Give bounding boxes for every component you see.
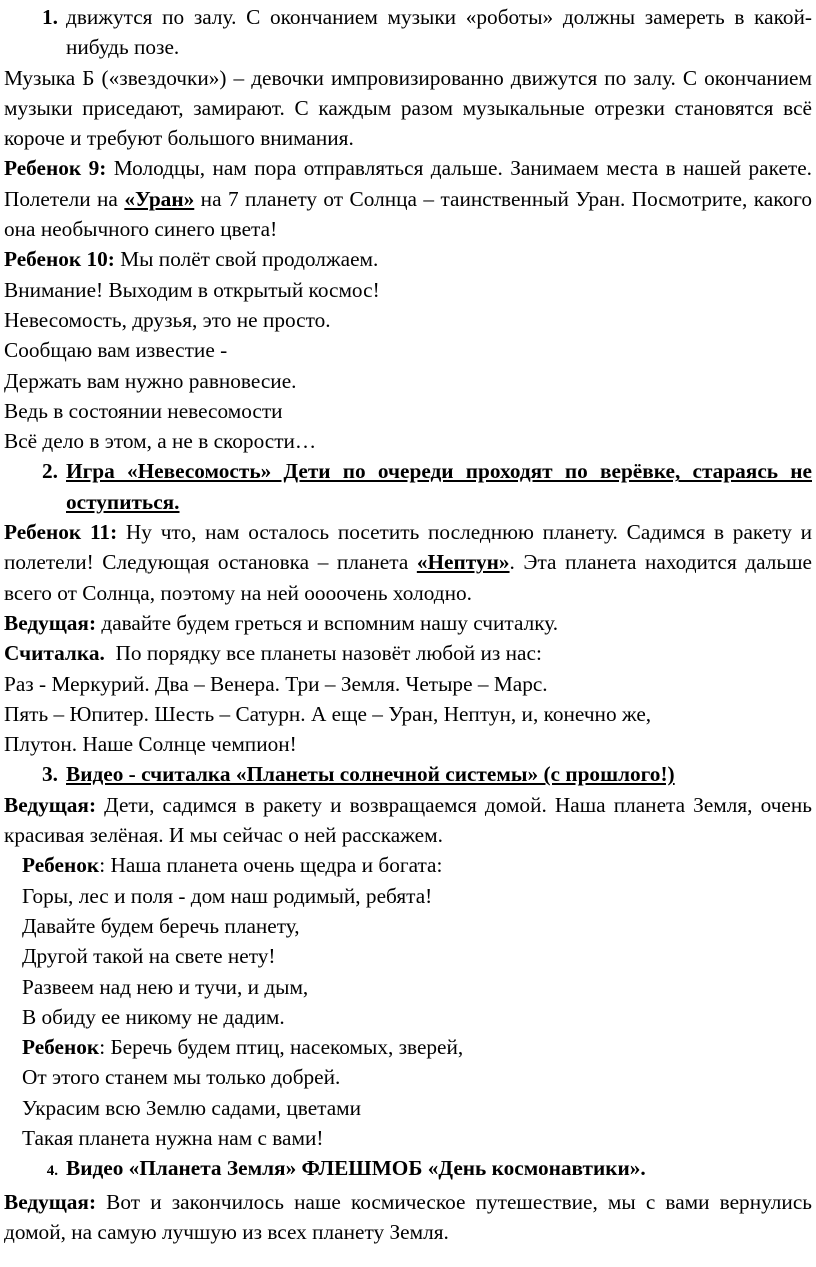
verse-line: Внимание! Выходим в открытый космос!	[4, 277, 380, 302]
verse-line: : Наша планета очень щедра и богата:	[99, 853, 443, 878]
speaker-label: Ребенок	[22, 1035, 100, 1060]
paragraph-host-3	[4, 1187, 812, 1248]
list-item-text: Видео - считалка «Планеты солнечной системы» (с прошлого!)	[66, 762, 675, 787]
poem-block-1	[4, 850, 812, 1153]
verse-line: От этого станем мы только добрей.	[22, 1065, 341, 1090]
list-item-text: Игра «Невесомость» Дети по очереди проходят по верёвке, стараясь не оступиться.	[66, 459, 812, 514]
speaker-label: Ребенок	[22, 853, 100, 878]
verse-line: Такая планета нужна нам с вами!	[22, 1125, 324, 1150]
list-number: 1.	[42, 5, 58, 29]
paragraph-host-1	[4, 608, 812, 638]
verse-line: Украсим всю Землю садами, цветами	[22, 1095, 362, 1120]
speaker-label: Ведущая:	[4, 610, 97, 635]
verse-line: Другой такой на свете нету!	[22, 944, 276, 969]
list-number: 4.	[46, 1163, 58, 1180]
paragraph-text: на 7 планету от Солнца – таинственный Уран. Посмотрите, какого она необычного синего цвета!	[4, 186, 812, 242]
list-item-text: движутся по залу. С окончанием музыки «роботы» должны замереть в какой-нибудь позе.	[66, 5, 812, 60]
verse-line: Ведь в состоянии невесомости	[4, 398, 283, 423]
planet-name-uranus: «Уран»	[124, 186, 195, 211]
verse-line: Пять – Юпитер. Шесть – Сатурн. А еще – Уран, Нептун, и, конечно же,	[4, 701, 652, 726]
paragraph-text: Молодцы, нам пора отправляться дальше. Занимаем места в нашей ракете. Полетели на	[4, 156, 812, 211]
verse-line: Горы, лес и поля - дом наш родимый, ребята!	[22, 883, 433, 908]
list-item-text: Видео «Планета Земля» ФЛЕШМОБ «День космонавтики».	[66, 1156, 646, 1181]
verse-line: Раз - Меркурий. Два – Венера. Три – Земля. Четыре – Марс.	[4, 671, 548, 696]
verse-line: В обиду ее никому не дадим.	[22, 1004, 285, 1029]
speaker-label: Ребенок 10:	[4, 247, 115, 272]
poem-first-line	[22, 1032, 812, 1062]
paragraph-child-9	[4, 153, 812, 244]
verse-line: Мы полёт свой продолжаем.	[114, 247, 379, 272]
paragraph-text: Ну что, нам осталось посетить последнюю планету. Садимся в ракету и полетели! Следующая остановка – планета	[4, 520, 812, 575]
list-item-2	[4, 456, 812, 517]
verse-line: Невесомость, друзья, это не просто.	[4, 307, 331, 332]
counting-label: Считалка.	[4, 641, 105, 666]
poem-first-line	[22, 850, 812, 880]
verse-line: Всё дело в этом, а не в скорости…	[4, 429, 317, 454]
verse-line: Плутон. Наше Солнце чемпион!	[4, 732, 297, 757]
verse-line: Держать вам нужно равновесие.	[4, 368, 297, 393]
speaker-label: Ведущая:	[4, 1189, 97, 1214]
list-item-1	[4, 2, 812, 63]
verse-line: : Беречь будем птиц, насекомых, зверей,	[99, 1035, 464, 1060]
verse-line: Развеем над нею и тучи, и дым,	[22, 974, 309, 999]
speaker-label: Ведущая:	[4, 792, 97, 817]
list-number: 2.	[42, 459, 58, 484]
speaker-label: Ребенок 11:	[4, 520, 118, 545]
paragraph-text: Вот и закончилось наше космическое путешествие, мы с вами вернулись домой, на самую лучшую из всех планету Земля.	[4, 1189, 812, 1244]
paragraph-child-10	[4, 244, 812, 274]
speaker-label: Ребенок 9:	[4, 156, 107, 181]
verse-line: Сообщаю вам известие -	[4, 338, 228, 363]
list-item-3	[4, 759, 812, 789]
list-item-4	[4, 1153, 812, 1186]
paragraph-music-b: Музыка Б («звездочки») – девочки импровизированно движутся по залу. С окончанием музыки приседают, замирают. С каждым разом музыкальные отрезки становятся всё короче и требуют большого внимания.	[4, 65, 812, 151]
paragraph-child-11	[4, 517, 812, 608]
list-number: 3.	[42, 762, 58, 787]
paragraph-text: давайте будем греться и вспомним нашу считалку.	[96, 610, 559, 635]
verse-line: Давайте будем беречь планету,	[22, 913, 300, 938]
paragraph-counting	[4, 638, 812, 668]
verse-line: По порядку все планеты назовёт любой из нас:	[104, 641, 542, 666]
planet-name-neptune: «Нептун»	[416, 550, 510, 575]
paragraph-text: . Эта планета находится дальше всего от Солнца, поэтому на ней оооочень холодно.	[4, 550, 812, 605]
paragraph-text: Дети, садимся в ракету и возвращаемся домой. Наша планета Земля, очень красивая зелёная. И мы сейчас о ней расскажем.	[4, 792, 812, 848]
paragraph-host-2	[4, 790, 812, 851]
